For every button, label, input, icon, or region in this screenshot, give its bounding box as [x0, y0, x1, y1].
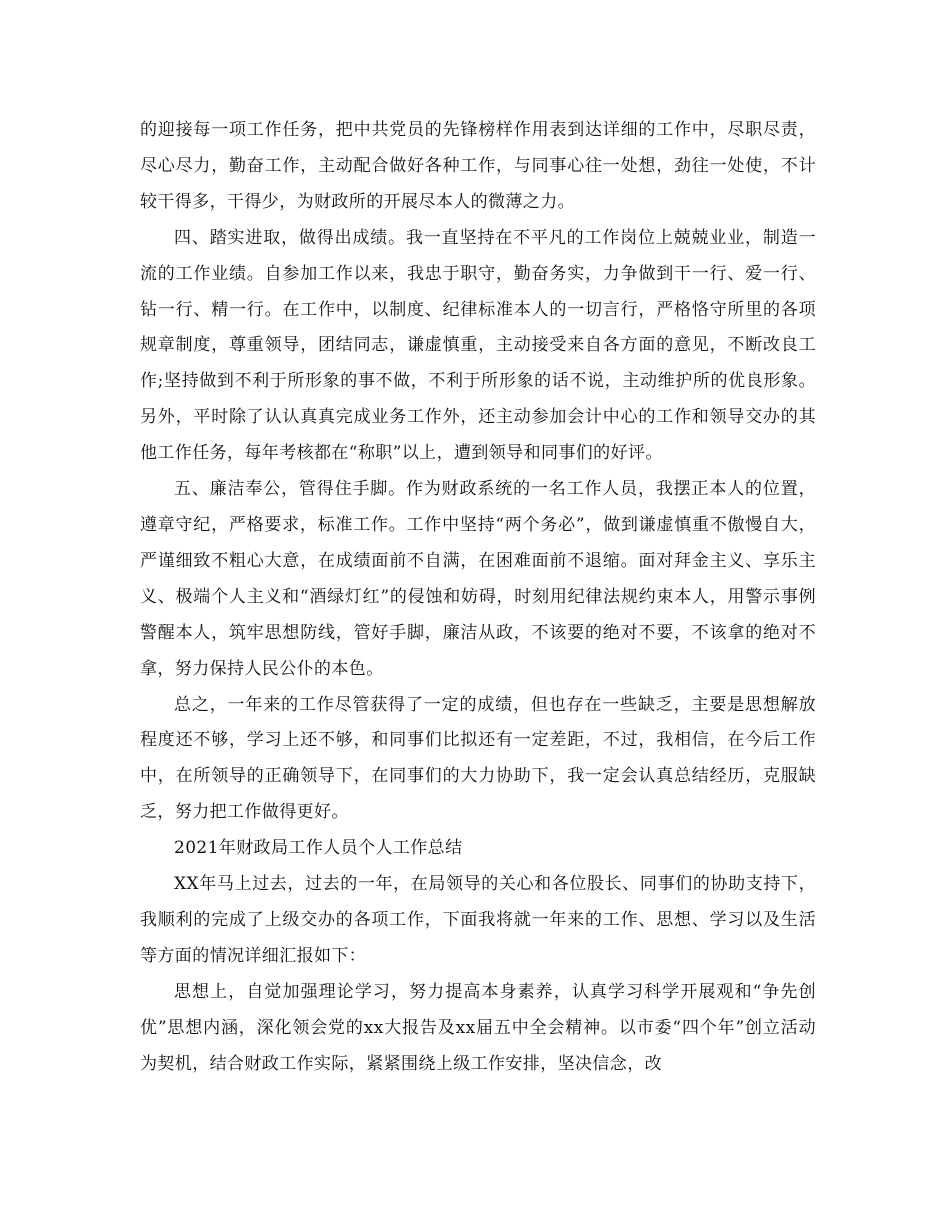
paragraph-thought: 思想上，自觉加强理论学习，努力提高本身素养，认真学习科学开展观和“争先创优”思想内涵，深化领会党的xx大报告及xx届五中全会精神。以市委“四个年”创立活动为契机，结合财政工作实际，紧紧围绕上级工作安排，坚决信念，改 [140, 981, 816, 1074]
paragraph-section-four: 四、踏实进取，做得出成绩。我一直坚持在不平凡的工作岗位上兢兢业业，制造一流的工作业绩。自参加工作以来，我忠于职守，勤奋务实，力争做到干一行、爱一行、钻一行、精一行。在工作中，以制度、纪律标准本人的一切言行，严格恪守所里的各项规章制度，尊重领导，团结同志，谦虚慎重，主动接受来自各方面的意见，不断改良工作;坚持做到不利于所形象的事不做，不利于所形象的话不说，主动维护所的优良形象。另外，平时除了认认真真完成业务工作外，还主动参加会计中心的工作和领导交办的其他工作任务，每年考核都在“称职”以上，遭到领导和同事们的好评。 [140, 227, 816, 464]
paragraph-intro: XX年马上过去，过去的一年，在局领导的关心和各位股长、同事们的协助支持下，我顺利的完成了上级交办的各项工作，下面我将就一年来的工作、思想、学习以及生活等方面的情况详细汇报如下： [140, 874, 816, 966]
section-title: 2021年财政局工作人员个人工作总结 [174, 838, 463, 859]
paragraph-section-five: 五、廉洁奉公，管得住手脚。作为财政系统的一名工作人员，我摆正本人的位置，遵章守纪，严格要求，标准工作。工作中坚持“两个务必”，做到谦虚慎重不傲慢自大，严谨细致不粗心大意，在成绩面前不自满，在困难面前不退缩。面对拜金主义、享乐主义、极端个人主义和“酒绿灯红”的侵蚀和妨碍，时刻用纪律法规约束本人，用警示事例警醒本人，筑牢思想防线，管好手脚，廉洁从政，不该要的绝对不要，不该拿的绝对不拿，努力保持人民公仆的本色。 [140, 479, 816, 679]
paragraph-conclusion: 总之，一年来的工作尽管获得了一定的成绩，但也存在一些缺乏，主要是思想解放程度还不够，学习上还不够，和同事们比拟还有一定差距，不过，我相信，在今后工作中，在所领导的正确领导下，在同事们的大力协助下，我一定会认真总结经历，克服缺乏，努力把工作做得更好。 [140, 694, 816, 823]
paragraph-continuation: 的迎接每一项工作任务，把中共党员的先锋榜样作用表到达详细的工作中，尽职尽责，尽心尽力，勤奋工作，主动配合做好各种工作，与同事心往一处想，劲往一处使，不计较干得多，干得少，为财政所的开展尽本人的微薄之力。 [140, 120, 816, 212]
document-body [140, 113, 816, 1082]
